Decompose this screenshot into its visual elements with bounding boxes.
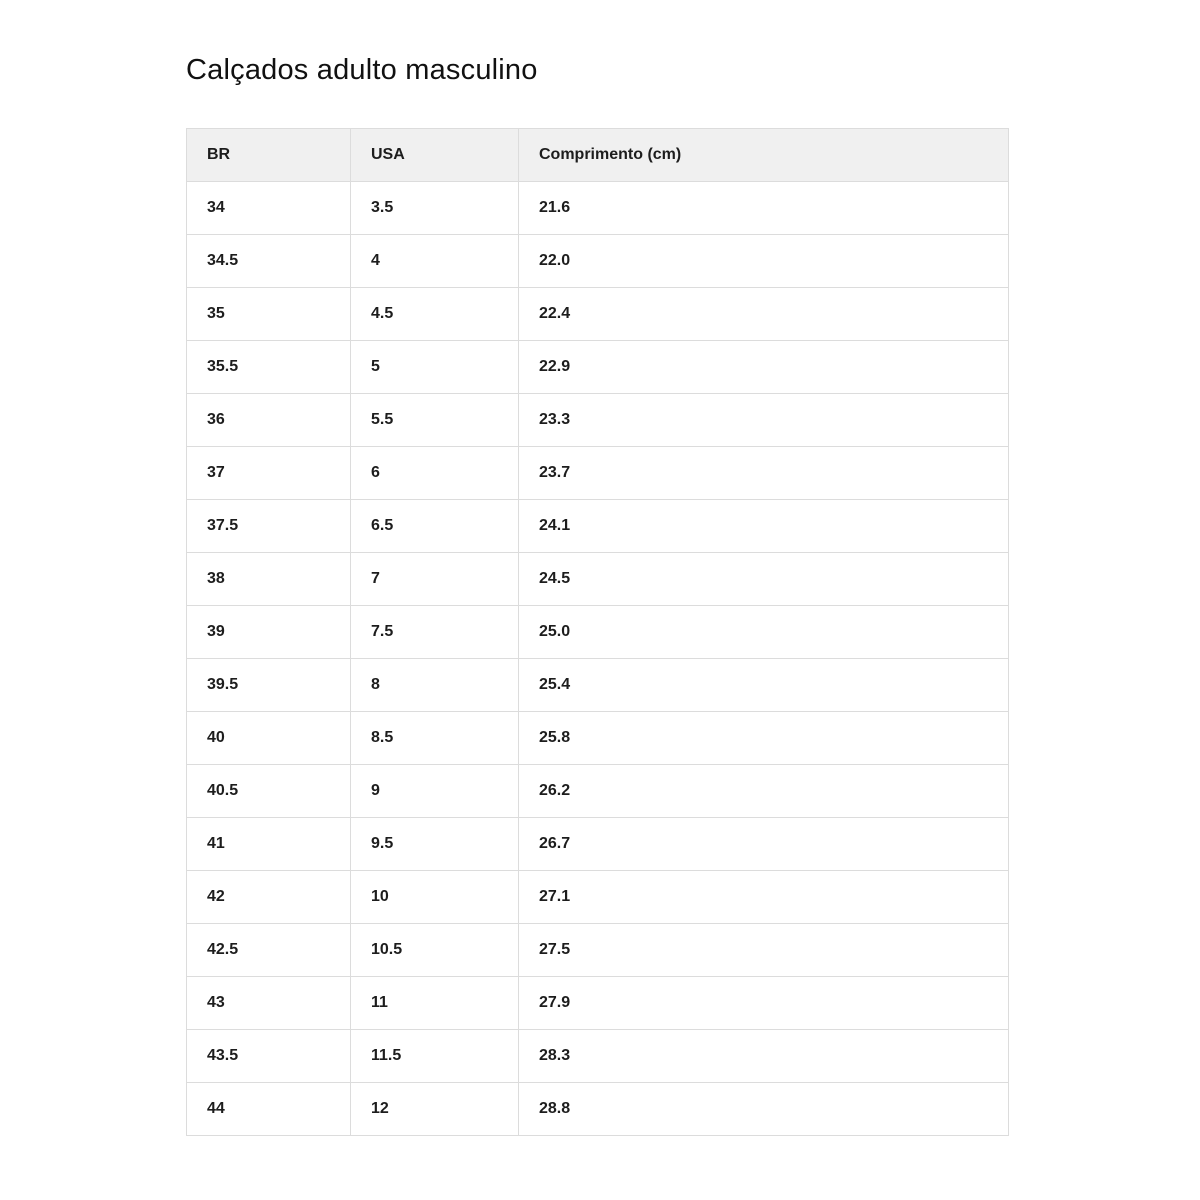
cell-br: 44 bbox=[187, 1083, 351, 1136]
cell-comprimento: 23.7 bbox=[519, 447, 1009, 500]
cell-usa: 7 bbox=[351, 553, 519, 606]
page-title: Calçados adulto masculino bbox=[186, 54, 538, 86]
table-row bbox=[187, 341, 1009, 394]
cell-br: 34 bbox=[187, 182, 351, 235]
cell-comprimento: 24.5 bbox=[519, 553, 1009, 606]
table-row bbox=[187, 553, 1009, 606]
cell-usa: 11 bbox=[351, 977, 519, 1030]
cell-comprimento: 21.6 bbox=[519, 182, 1009, 235]
cell-br: 43.5 bbox=[187, 1030, 351, 1083]
column-header-usa: USA bbox=[351, 129, 519, 182]
table-row bbox=[187, 818, 1009, 871]
table-row bbox=[187, 712, 1009, 765]
table-header-row bbox=[187, 129, 1009, 182]
column-header-br: BR bbox=[187, 129, 351, 182]
cell-br: 42.5 bbox=[187, 924, 351, 977]
cell-usa: 12 bbox=[351, 1083, 519, 1136]
cell-br: 40 bbox=[187, 712, 351, 765]
cell-br: 42 bbox=[187, 871, 351, 924]
cell-usa: 10.5 bbox=[351, 924, 519, 977]
table-row bbox=[187, 1083, 1009, 1136]
cell-br: 36 bbox=[187, 394, 351, 447]
cell-br: 38 bbox=[187, 553, 351, 606]
cell-comprimento: 27.5 bbox=[519, 924, 1009, 977]
cell-usa: 8 bbox=[351, 659, 519, 712]
cell-usa: 9.5 bbox=[351, 818, 519, 871]
cell-usa: 10 bbox=[351, 871, 519, 924]
cell-br: 35.5 bbox=[187, 341, 351, 394]
cell-comprimento: 26.7 bbox=[519, 818, 1009, 871]
cell-comprimento: 28.8 bbox=[519, 1083, 1009, 1136]
cell-usa: 6.5 bbox=[351, 500, 519, 553]
table-row bbox=[187, 659, 1009, 712]
cell-br: 41 bbox=[187, 818, 351, 871]
cell-comprimento: 25.4 bbox=[519, 659, 1009, 712]
cell-comprimento: 22.0 bbox=[519, 235, 1009, 288]
table-row bbox=[187, 500, 1009, 553]
cell-br: 37 bbox=[187, 447, 351, 500]
table-row bbox=[187, 182, 1009, 235]
cell-br: 40.5 bbox=[187, 765, 351, 818]
table-row bbox=[187, 447, 1009, 500]
cell-comprimento: 22.9 bbox=[519, 341, 1009, 394]
shoe-size-table bbox=[186, 128, 1009, 1136]
cell-br: 34.5 bbox=[187, 235, 351, 288]
cell-comprimento: 27.9 bbox=[519, 977, 1009, 1030]
cell-usa: 5.5 bbox=[351, 394, 519, 447]
cell-br: 39.5 bbox=[187, 659, 351, 712]
table-row bbox=[187, 871, 1009, 924]
cell-comprimento: 28.3 bbox=[519, 1030, 1009, 1083]
cell-usa: 6 bbox=[351, 447, 519, 500]
table-row bbox=[187, 977, 1009, 1030]
cell-br: 37.5 bbox=[187, 500, 351, 553]
table-body bbox=[187, 182, 1009, 1136]
cell-usa: 3.5 bbox=[351, 182, 519, 235]
cell-br: 35 bbox=[187, 288, 351, 341]
cell-usa: 9 bbox=[351, 765, 519, 818]
table-row bbox=[187, 394, 1009, 447]
column-header-comprimento: Comprimento (cm) bbox=[519, 129, 1009, 182]
table-header bbox=[187, 129, 1009, 182]
cell-comprimento: 22.4 bbox=[519, 288, 1009, 341]
cell-comprimento: 24.1 bbox=[519, 500, 1009, 553]
cell-usa: 4 bbox=[351, 235, 519, 288]
table-row bbox=[187, 288, 1009, 341]
table-row bbox=[187, 765, 1009, 818]
table-row bbox=[187, 235, 1009, 288]
table-row bbox=[187, 606, 1009, 659]
cell-br: 43 bbox=[187, 977, 351, 1030]
table-row bbox=[187, 924, 1009, 977]
cell-usa: 7.5 bbox=[351, 606, 519, 659]
cell-usa: 8.5 bbox=[351, 712, 519, 765]
cell-usa: 11.5 bbox=[351, 1030, 519, 1083]
cell-usa: 5 bbox=[351, 341, 519, 394]
cell-comprimento: 25.0 bbox=[519, 606, 1009, 659]
cell-comprimento: 26.2 bbox=[519, 765, 1009, 818]
cell-comprimento: 25.8 bbox=[519, 712, 1009, 765]
table-row bbox=[187, 1030, 1009, 1083]
cell-comprimento: 27.1 bbox=[519, 871, 1009, 924]
cell-usa: 4.5 bbox=[351, 288, 519, 341]
cell-br: 39 bbox=[187, 606, 351, 659]
cell-comprimento: 23.3 bbox=[519, 394, 1009, 447]
